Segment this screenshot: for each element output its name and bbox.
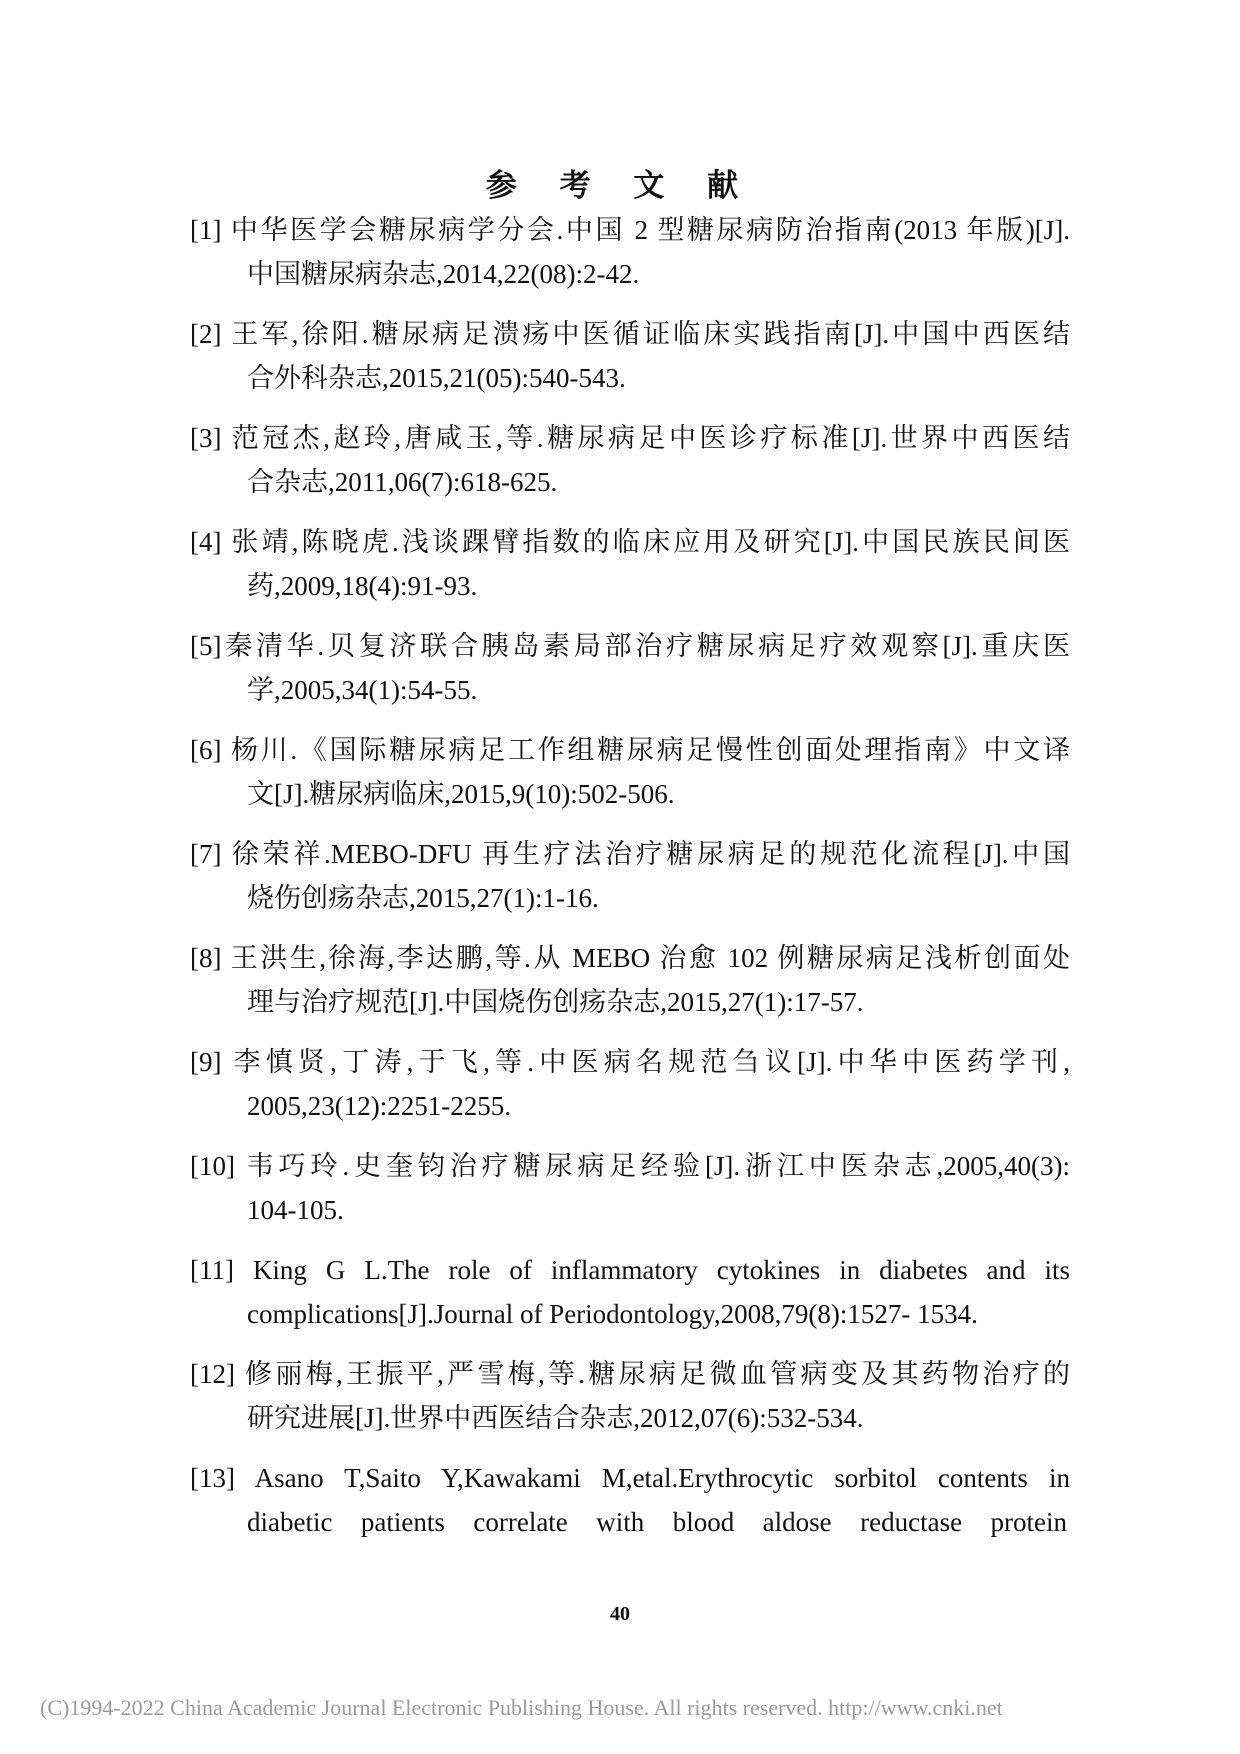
reference-6-line1: [6] 杨川.《国际糖尿病足工作组糖尿病足慢性创面处理指南》中文译 <box>190 735 1070 765</box>
reference-2-line1: [2] 王军,徐阳.糖尿病足溃疡中医循证临床实践指南[J].中国中西医结 <box>190 319 1070 349</box>
reference-3-line1: [3] 范冠杰,赵玲,唐咸玉,等.糖尿病足中医诊疗标准[J].世界中西医结 <box>190 423 1070 453</box>
reference-12-line1: [12] 修丽梅,王振平,严雪梅,等.糖尿病足微血管病变及其药物治疗的 <box>190 1359 1070 1389</box>
reference-4-line1: [4] 张靖,陈晓虎.浅谈踝臂指数的临床应用及研究[J].中国民族民间医 <box>190 527 1070 557</box>
page-number: 40 <box>610 1603 630 1625</box>
reference-13-line1: [13] Asano T,Saito Y,Kawakami M,etal.Erythrocytic sorbitol contents in <box>190 1463 1070 1493</box>
reference-2-line2: 合外科杂志,2015,21(05):540-543. <box>247 363 626 393</box>
reference-10-line1: [10] 韦巧玲.史奎钧治疗糖尿病足经验[J].浙江中医杂志,2005,40(3): <box>190 1151 1070 1181</box>
reference-1-line2: 中国糖尿病杂志,2014,22(08):2-42. <box>247 259 640 289</box>
reference-5-line2: 学,2005,34(1):54-55. <box>247 675 478 705</box>
reference-5-line1: [5]秦清华.贝复济联合胰岛素局部治疗糖尿病足疗效观察[J].重庆医 <box>190 631 1070 661</box>
reference-9-line2: 2005,23(12):2251-2255. <box>247 1091 511 1121</box>
reference-10-line2: 104-105. <box>247 1195 344 1225</box>
reference-7-line1: [7] 徐荣祥.MEBO-DFU 再生疗法治疗糖尿病足的规范化流程[J].中国 <box>190 839 1070 869</box>
reference-6-line2: 文[J].糖尿病临床,2015,9(10):502-506. <box>247 779 675 809</box>
reference-11-line2: complications[J].Journal of Periodontology,2008,79(8):1527- 1534. <box>247 1299 978 1329</box>
copyright-footer: (C)1994-2022 China Academic Journal Electronic Publishing House. All rights reserved. http://www.cnki.net <box>40 1695 1003 1720</box>
page-title: 参 考 文 献 <box>485 168 755 204</box>
reference-11-line1: [11] King G L.The role of inflammatory cytokines in diabetes and its <box>190 1255 1070 1285</box>
reference-1-line1: [1] 中华医学会糖尿病学分会.中国 2 型糖尿病防治指南(2013 年版)[J]. <box>190 215 1070 245</box>
reference-13-line2: diabetic patients correlate with blood aldose reductase protein <box>247 1507 1067 1537</box>
reference-12-line2: 研究进展[J].世界中西医结合杂志,2012,07(6):532-534. <box>247 1403 864 1433</box>
reference-8-line1: [8] 王洪生,徐海,李达鹏,等.从 MEBO 治愈 102 例糖尿病足浅析创面处 <box>190 943 1070 973</box>
reference-3-line2: 合杂志,2011,06(7):618-625. <box>247 467 558 497</box>
reference-7-line2: 烧伤创疡杂志,2015,27(1):1-16. <box>247 883 599 913</box>
reference-9-line1: [9] 李慎贤,丁涛,于飞,等.中医病名规范刍议[J].中华中医药学刊, <box>190 1047 1070 1077</box>
reference-4-line2: 药,2009,18(4):91-93. <box>247 571 478 601</box>
reference-8-line2: 理与治疗规范[J].中国烧伤创疡杂志,2015,27(1):17-57. <box>247 987 864 1017</box>
